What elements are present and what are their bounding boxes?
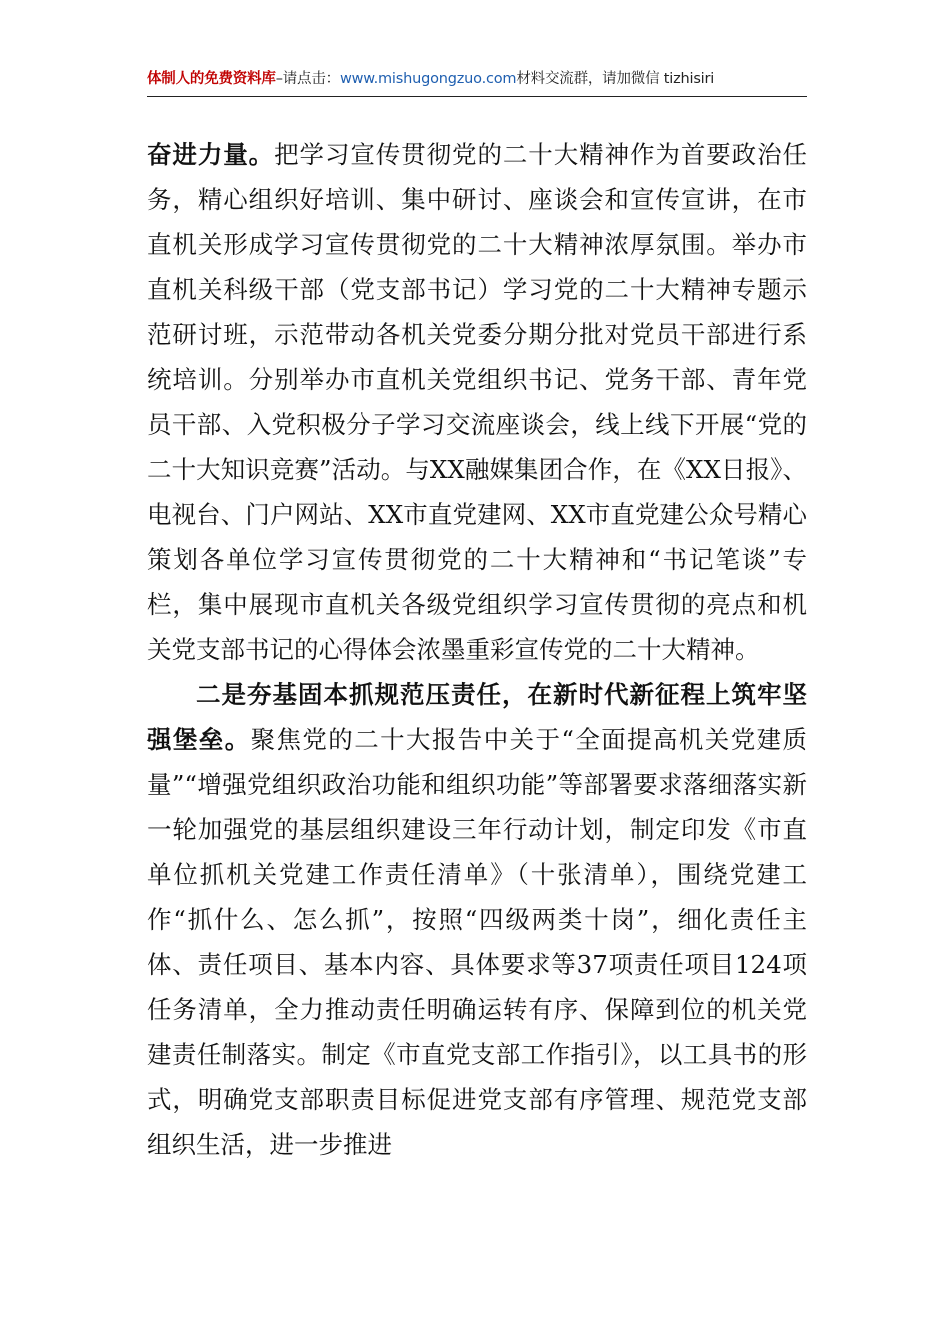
header-url-link[interactable]: www.mishugongzuo.com bbox=[339, 71, 517, 87]
paragraph-2 bbox=[147, 672, 807, 1167]
paragraph-1-lead: 奋进力量。 bbox=[147, 140, 275, 169]
page-header bbox=[147, 66, 807, 97]
header-tail-text: 材料交流群，请加微信 tizhisiri bbox=[516, 71, 715, 87]
paragraph-1-body: 把学习宣传贯彻党的二十大精神作为首要政治任务，精心组织好培训、集中研讨、座谈会和宣传宣讲，在市直机关形成学习宣传贯彻党的二十大精神浓厚氛围。举办市直机关科级干部（党支部书记）学习党的二十大精神专题示范研讨班，示范带动各机关党委分期分批对党员干部进行系统培训。分别举办市直机关党组织书记、党务干部、青年党员干部、入党积极分子学习交流座谈会，线上线下开展“党的二十大知识竞赛”活动。与XX融媒集团合作，在《XX日报》、电视台、门户网站、XX市直党建网、XX市直党建公众号精心策划各单位学习宣传贯彻党的二十大精神和“书记笔谈”专栏，集中展现市直机关各级党组织学习宣传贯彻的亮点和机关党支部书记的心得体会浓墨重彩宣传党的二十大精神。 bbox=[147, 140, 808, 664]
header-brand: 体制人的免费资料库 bbox=[147, 71, 276, 87]
document-body bbox=[147, 132, 807, 1167]
header-prompt: –请点击： bbox=[275, 71, 340, 87]
paragraph-2-body: 聚焦党的二十大报告中关于“全面提高机关党建质量”“增强党组织政治功能和组织功能”等部署要求落细落实新一轮加强党的基层组织建设三年行动计划，制定印发《市直单位抓机关党建工作责任清单》（十张清单），围绕党建工作“抓什么、怎么抓”，按照“四级两类十岗”，细化责任主体、责任项目、基本内容、具体要求等37项责任项目124项任务清单，全力推动责任明确运转有序、保障到位的机关党建责任制落实。制定《市直党支部工作指引》，以工具书的形式，明确党支部职责目标促进党支部有序管理、规范党支部组织生活，进一步推进 bbox=[147, 725, 808, 1159]
paragraph-1 bbox=[147, 132, 807, 672]
paragraph-2-lead: 二是夯基固本抓规范压责任，在新时代新征程上筑牢坚强堡垒。 bbox=[147, 680, 807, 754]
